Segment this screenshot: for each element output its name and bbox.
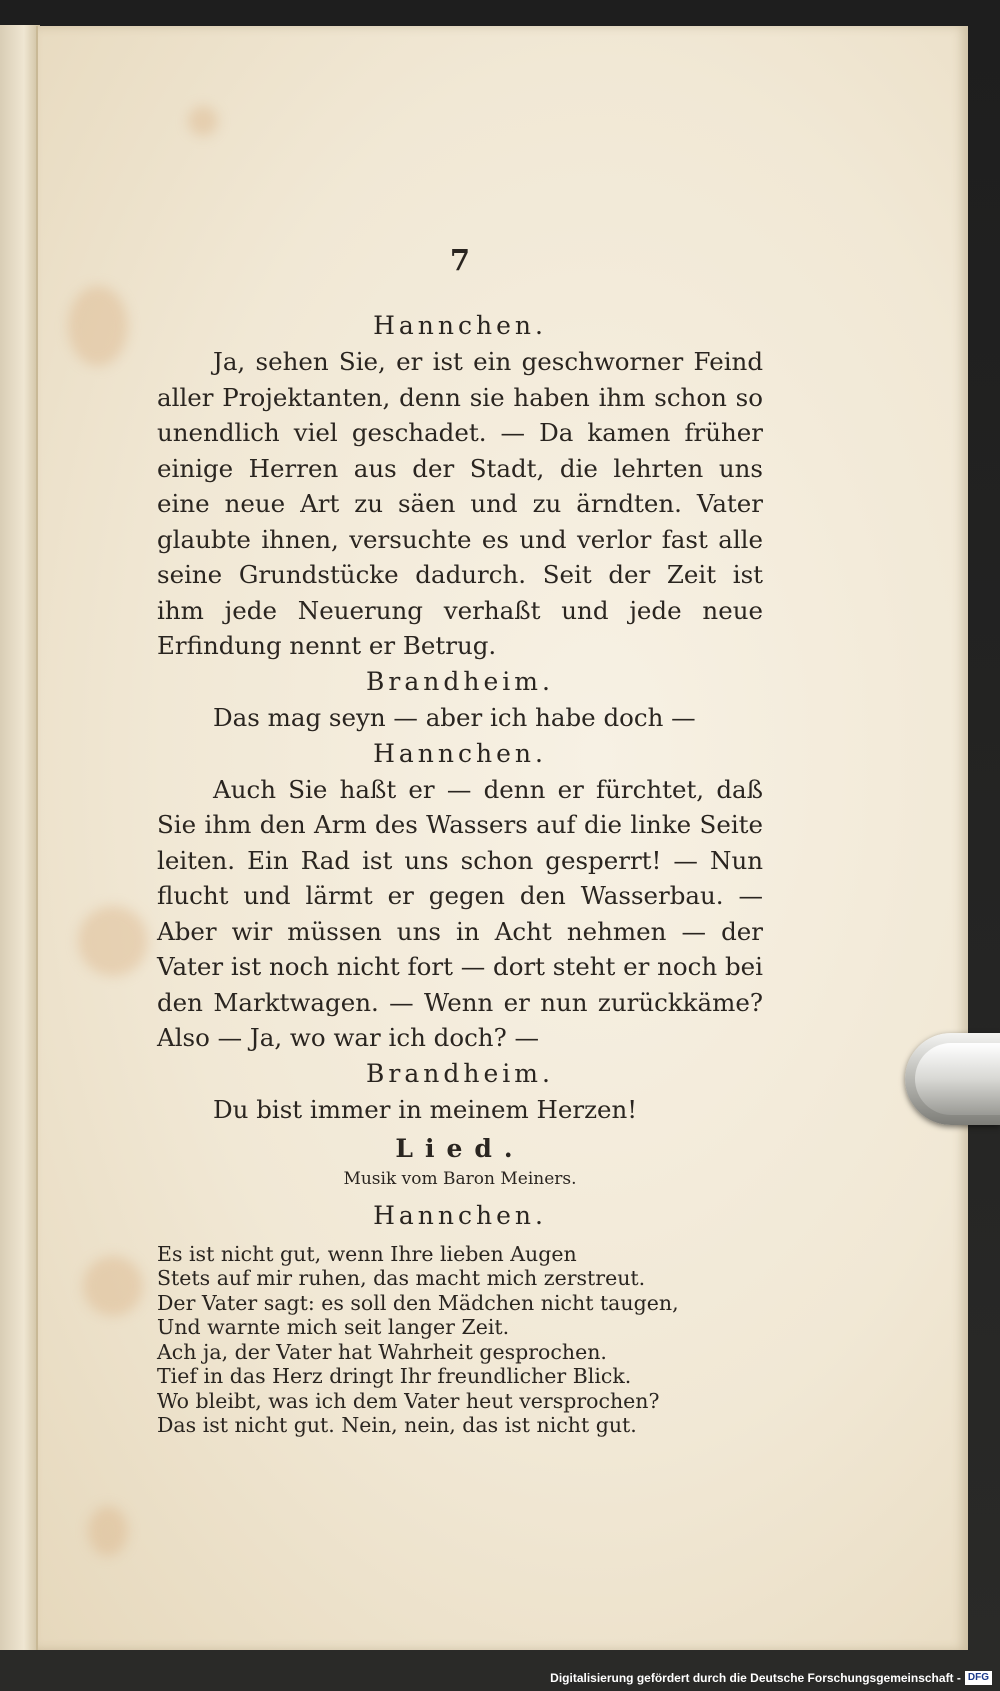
verse-line: Wo bleibt, was ich dem Vater heut versprochen?: [157, 1388, 660, 1413]
paper-stain: [188, 106, 218, 136]
paper-stain: [83, 1256, 143, 1316]
speaker-name: Brandheim.: [366, 1058, 554, 1088]
dialogue-line: Das mag seyn — aber ich habe doch —: [213, 702, 696, 732]
verse-line: Das ist nicht gut. Nein, nein, das ist nicht gut.: [157, 1413, 637, 1437]
verse-line: Ach ja, der Vater hat Wahrheit gesprochen.: [157, 1339, 607, 1364]
credit-text: Digitalisierung gefördert durch die Deutsche Forschungsgemeinschaft -: [550, 1671, 961, 1685]
page-number: 7: [449, 243, 471, 277]
digitization-credit: [550, 1669, 992, 1687]
verse-line: Und warnte mich seit langer Zeit.: [157, 1315, 510, 1339]
speaker-name: Hannchen.: [373, 738, 547, 768]
verse-line: Stets auf mir ruhen, das macht mich zerstreut.: [157, 1266, 646, 1290]
dfg-logo: DFG: [965, 1671, 992, 1685]
paper-stain: [68, 286, 128, 366]
dialogue-paragraph: Auch Sie haßt er — denn er fürchtet, daß Sie ihm den Arm des Wassers auf die linke Seite leiten. Ein Rad ist uns schon gesperrt! — Nun flucht und lärmt er gegen den Wasserbau. — Aber wir müssen uns in Acht nehmen — der Vater ist noch nicht fort — dort steht er noch bei den Marktwagen. — Wenn er nun zurückkäme? Also — Ja, wo war ich doch? —: [157, 774, 763, 1052]
verse-line: Der Vater sagt: es soll den Mädchen nicht taugen,: [157, 1290, 679, 1315]
speaker-name: Brandheim.: [366, 666, 554, 696]
page-clip-highlight: [915, 1043, 1000, 1115]
dialogue-line: Du bist immer in meinem Herzen!: [213, 1094, 638, 1124]
song-verse: [157, 1242, 763, 1438]
verse-line: Tief in das Herz dringt Ihr freundlicher Blick.: [157, 1364, 632, 1388]
page-text: [157, 240, 763, 1438]
song-title: Lied.: [395, 1133, 525, 1163]
verse-line: Es ist nicht gut, wenn Ihre lieben Augen: [157, 1241, 577, 1266]
paper-stain: [78, 906, 148, 976]
dialogue-paragraph: Ja, sehen Sie, er ist ein geschworner Feind aller Projektanten, denn sie haben ihm schon so unendlich viel geschadet. — Da kamen früher einige Herren aus der Stadt, die lehrten uns eine neue Art zu säen und zu ärndten. Vater glaubte ihnen, versuchte es und verlor fast alle seine Grundstücke dadurch. Seit der Zeit ist ihm jede Neuerung verhaßt und jede neue Erfindung nennt er Betrug.: [157, 347, 763, 660]
song-subtitle: Musik vom Baron Meiners.: [343, 1168, 577, 1189]
paper-stain: [88, 1506, 128, 1556]
speaker-name: Hannchen.: [373, 1200, 547, 1230]
previous-page-edge: [0, 25, 40, 1650]
speaker-name: Hannchen.: [373, 311, 547, 340]
